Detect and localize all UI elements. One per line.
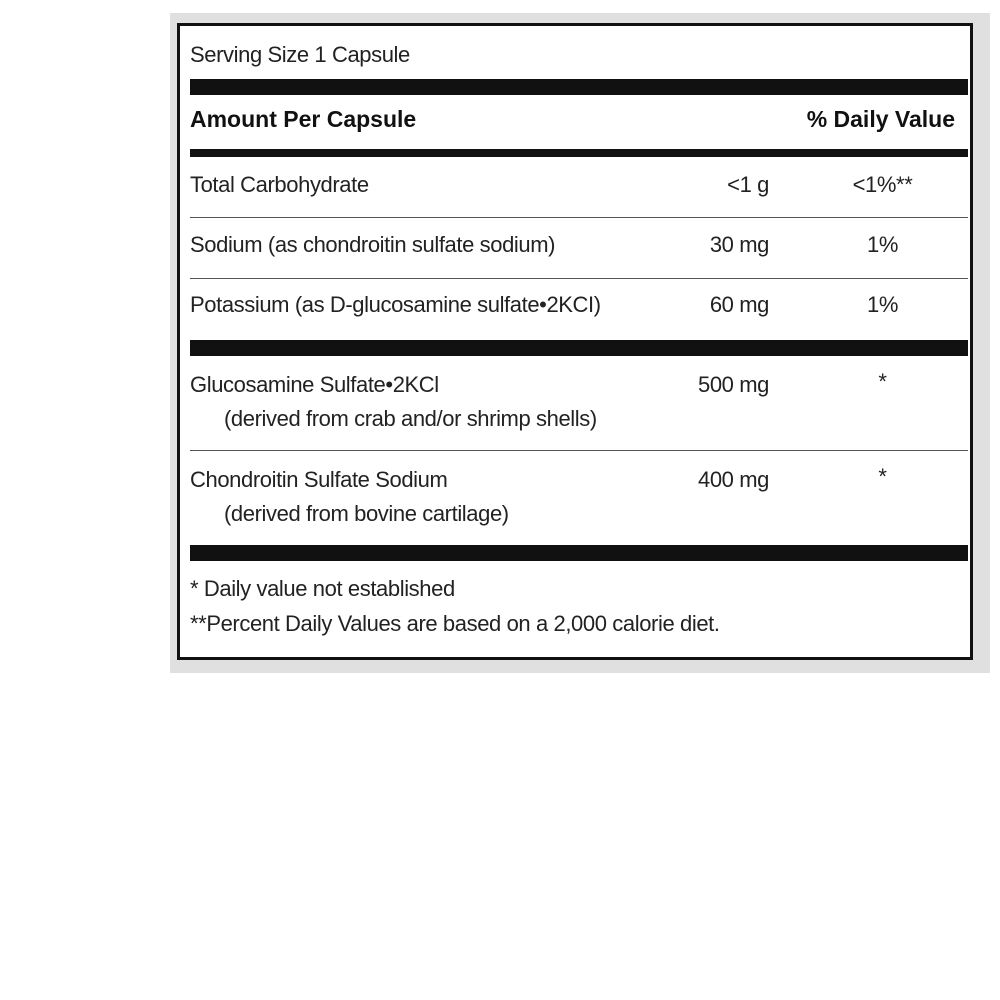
medium-divider xyxy=(190,149,968,157)
nutrient-daily-value: 1% xyxy=(867,232,898,257)
daily-value-header: % Daily Value xyxy=(806,106,955,132)
nutrient-daily-value: <1%** xyxy=(852,172,913,197)
supplement-facts-frame xyxy=(170,13,990,673)
ingredient-source: (derived from bovine cartilage) xyxy=(224,501,509,526)
amount-per-capsule-header: Amount Per Capsule xyxy=(190,106,417,132)
thick-divider xyxy=(190,545,968,561)
ingredient-daily-value: * xyxy=(878,369,887,394)
nutrient-daily-value: 1% xyxy=(867,292,898,317)
nutrient-name: Sodium (as chondroitin sulfate sodium) xyxy=(190,232,556,257)
footnote-calorie-diet: **Percent Daily Values are based on a 2,000 calorie diet. xyxy=(190,611,720,636)
supplement-facts-panel xyxy=(177,23,973,660)
ingredient-amount: 400 mg xyxy=(698,467,769,492)
serving-size: Serving Size 1 Capsule xyxy=(190,42,410,67)
ingredient-source: (derived from crab and/or shrimp shells) xyxy=(224,406,597,431)
thick-divider xyxy=(190,340,968,356)
nutrient-name: Total Carbohydrate xyxy=(190,172,369,197)
nutrient-name: Potassium (as D-glucosamine sulfate•2KCI) xyxy=(190,292,601,317)
ingredient-name: Glucosamine Sulfate•2KCl xyxy=(190,372,439,397)
thick-divider xyxy=(190,79,968,95)
footnote-daily-value: * Daily value not established xyxy=(190,576,455,601)
ingredient-name: Chondroitin Sulfate Sodium xyxy=(190,467,448,492)
ingredient-amount: 500 mg xyxy=(698,372,769,397)
nutrient-amount: <1 g xyxy=(727,172,769,197)
ingredient-daily-value: * xyxy=(878,464,887,489)
nutrient-amount: 60 mg xyxy=(709,292,769,317)
row-divider xyxy=(190,217,968,218)
nutrient-amount: 30 mg xyxy=(709,232,769,257)
row-divider xyxy=(190,450,968,451)
row-divider xyxy=(190,278,968,279)
